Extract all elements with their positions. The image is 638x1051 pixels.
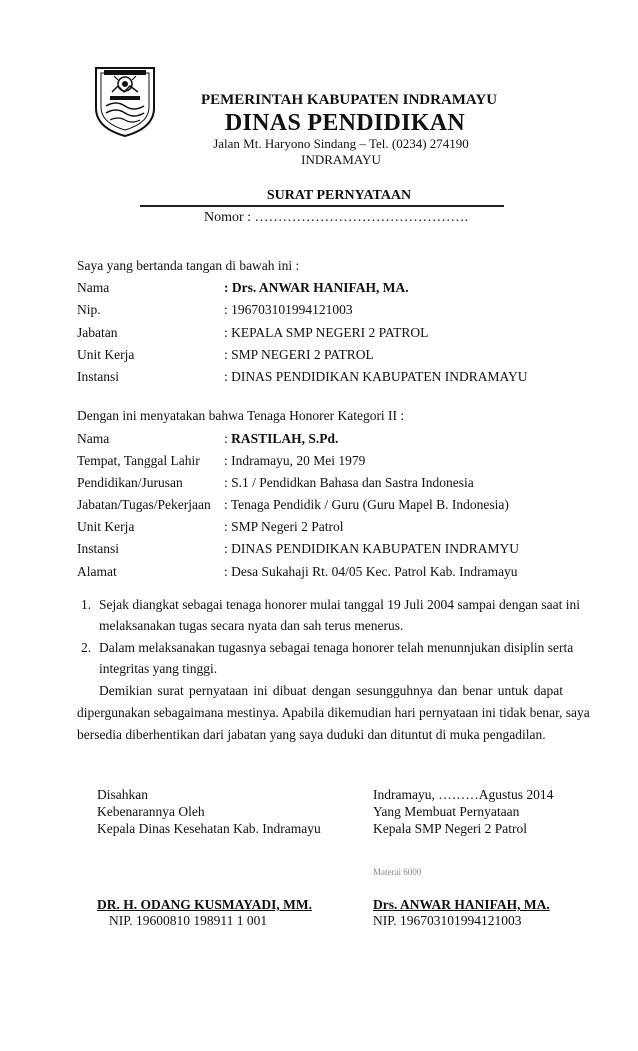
honorer-value: : Desa Sukahaji Rt. 04/05 Kec. Patrol Kab. Indramayu xyxy=(224,564,518,579)
government-name: PEMERINTAH KABUPATEN INDRAMAYU xyxy=(200,92,498,108)
point-text: integritas yang tinggi. xyxy=(99,661,218,676)
place-date: Indramayu, ………Agustus 2014 xyxy=(373,787,554,802)
closing-text: Demikian surat pernyataan ini dibuat dengan sesungguhnya dan benar untuk dapat xyxy=(99,683,563,698)
point-number: 2. xyxy=(81,640,92,655)
honorer-label: Unit Kerja xyxy=(77,519,135,534)
signer-label: Nama xyxy=(77,280,110,295)
honorer-value: : RASTILAH, S.Pd. xyxy=(224,431,339,446)
point-text: Dalam melaksanakan tugasnya sebagai tenaga honorer telah menunnjukan disiplin serta xyxy=(99,640,574,655)
approval-by-label: Kebenarannya Oleh xyxy=(97,804,205,819)
declarant-label: Yang Membuat Pernyataan xyxy=(373,804,520,819)
document-number: Nomor : ………………………………………. xyxy=(204,210,469,225)
declarant-position: Kepala SMP Negeri 2 Patrol xyxy=(373,821,527,836)
right-signature-heading xyxy=(373,786,553,837)
honorer-label: Pendidikan/Jurusan xyxy=(77,475,183,490)
approver-name: DR. H. ODANG KUSMAYADI, MM. xyxy=(97,897,313,912)
point-text: melaksanakan tugas secara nyata dan sah terus menerus. xyxy=(99,618,404,633)
honorer-label: Nama xyxy=(77,431,110,446)
honorer-label: Jabatan/Tugas/Pekerjaan xyxy=(77,497,211,512)
closing-text: dipergunakan sebagaimana mestinya. Apabila dikemudian hari pernyataan ini tidak benar, saya xyxy=(77,705,590,720)
left-signature-heading xyxy=(97,786,321,837)
declarant-nip: NIP. 196703101994121003 xyxy=(373,913,522,928)
approval-label: Disahkan xyxy=(97,787,148,802)
signer-value: : 196703101994121003 xyxy=(224,302,353,317)
point-number: 1. xyxy=(81,597,92,612)
signer-label: Unit Kerja xyxy=(77,347,135,362)
approver-position: Kepala Dinas Kesehatan Kab. Indramayu xyxy=(97,821,321,836)
signer-value: : KEPALA SMP NEGERI 2 PATROL xyxy=(224,325,429,340)
statement-intro: Dengan ini menyatakan bahwa Tenaga Honorer Kategori II : xyxy=(77,408,405,423)
title-underline xyxy=(140,205,504,207)
honorer-label: Alamat xyxy=(77,564,117,579)
document-title: SURAT PERNYATAAN xyxy=(266,188,412,203)
honorer-label: Tempat, Tanggal Lahir xyxy=(77,453,200,468)
department-address: Jalan Mt. Haryono Sindang – Tel. (0234) 274190 xyxy=(213,136,469,151)
signer-value: : SMP NEGERI 2 PATROL xyxy=(224,347,374,362)
honorer-value: : Indramayu, 20 Mei 1979 xyxy=(224,453,366,468)
honorer-label: Instansi xyxy=(77,541,119,556)
intro-text: Saya yang bertanda tangan di bawah ini : xyxy=(77,258,300,273)
honorer-value: : Tenaga Pendidik / Guru (Guru Mapel B. Indonesia) xyxy=(224,497,509,512)
signer-value: : Drs. ANWAR HANIFAH, MA. xyxy=(224,280,409,295)
honorer-value: : S.1 / Pendidkan Bahasa dan Sastra Indonesia xyxy=(224,475,474,490)
approver-nip: NIP. 19600810 198911 1 001 xyxy=(109,913,268,928)
honorer-value: : DINAS PENDIDIKAN KABUPATEN INDRAMYU xyxy=(224,541,520,556)
point-text: Sejak diangkat sebagai tenaga honorer mulai tanggal 19 Juli 2004 sampai dengan saat ini xyxy=(99,597,580,612)
signer-value: : DINAS PENDIDIKAN KABUPATEN INDRAMAYU xyxy=(224,369,528,384)
declarant-name: Drs. ANWAR HANIFAH, MA. xyxy=(373,897,550,912)
signer-label: Nip. xyxy=(77,302,101,317)
stamp-duty-label: Materai 6000 xyxy=(373,867,422,877)
department-name: DINAS PENDIDIKAN xyxy=(224,110,466,136)
signer-label: Instansi xyxy=(77,369,119,384)
closing-text: bersedia diberhentikan dari jabatan yang saya duduki dan dituntut di muka pengadilan. xyxy=(77,727,546,742)
department-city: INDRAMAYU xyxy=(301,152,381,167)
honorer-value: : SMP Negeri 2 Patrol xyxy=(224,519,344,534)
signer-label: Jabatan xyxy=(77,325,118,340)
